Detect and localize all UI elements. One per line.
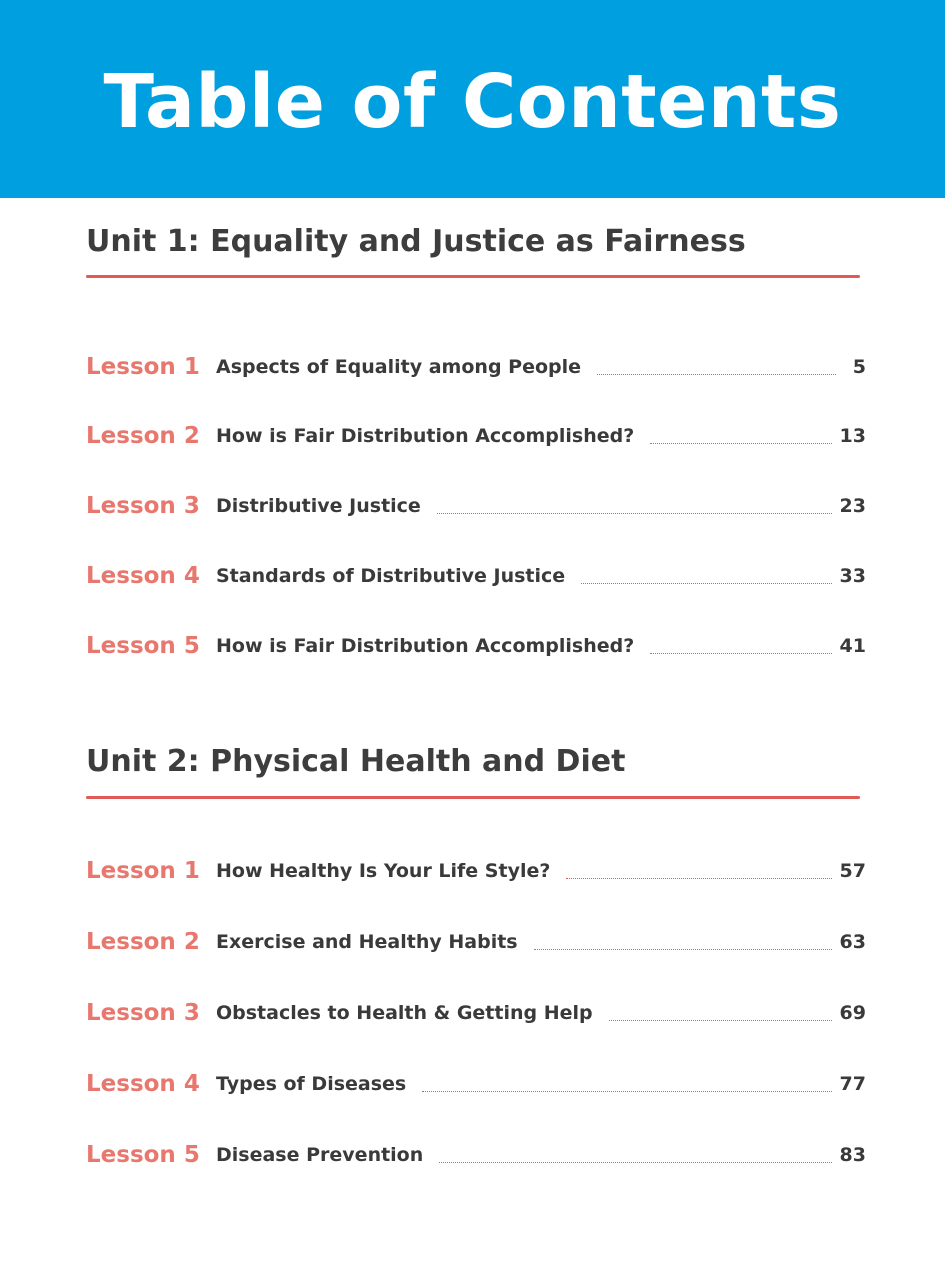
toc-entry[interactable] <box>86 629 866 663</box>
dot-leader <box>534 949 832 950</box>
page-number: 83 <box>839 1144 866 1166</box>
lesson-label: Lesson 5 <box>86 633 200 659</box>
lesson-title: Standards of Distributive Justice <box>216 565 566 587</box>
header-banner <box>0 0 945 198</box>
page-number: 57 <box>839 860 866 882</box>
toc-entry[interactable] <box>86 1138 866 1172</box>
toc-entry[interactable] <box>86 489 866 523</box>
lesson-title: Exercise and Healthy Habits <box>216 931 518 953</box>
lesson-title: Types of Diseases <box>216 1073 407 1095</box>
lesson-title: Aspects of Equality among People <box>216 356 582 378</box>
dot-leader <box>597 374 836 375</box>
page-number: 33 <box>839 565 866 587</box>
dot-leader <box>609 1020 832 1021</box>
dot-leader <box>581 583 831 584</box>
lesson-title: How is Fair Distribution Accomplished? <box>216 635 635 657</box>
dot-leader <box>650 653 831 654</box>
page-number: 69 <box>839 1002 866 1024</box>
unit-2-title: Unit 2: Physical Health and Diet <box>86 744 626 779</box>
dot-leader <box>437 513 832 514</box>
lesson-title: How Healthy Is Your Life Style? <box>216 860 551 882</box>
toc-entry[interactable] <box>86 419 866 453</box>
lesson-label: Lesson 1 <box>86 858 200 884</box>
toc-entry[interactable] <box>86 925 866 959</box>
unit-1-title: Unit 1: Equality and Justice as Fairness <box>86 224 746 259</box>
toc-entry[interactable] <box>86 854 866 888</box>
lesson-label: Lesson 3 <box>86 493 200 519</box>
page-number: 5 <box>852 356 866 378</box>
toc-entry[interactable] <box>86 1067 866 1101</box>
page-number: 13 <box>839 425 866 447</box>
lesson-title: Obstacles to Health & Getting Help <box>216 1002 593 1024</box>
lesson-label: Lesson 3 <box>86 1000 200 1026</box>
lesson-label: Lesson 2 <box>86 929 200 955</box>
unit-1-divider <box>86 275 860 278</box>
dot-leader <box>650 443 831 444</box>
toc-entry[interactable] <box>86 559 866 593</box>
lesson-title: Disease Prevention <box>216 1144 424 1166</box>
page-title: Table of Contents <box>103 59 842 145</box>
lesson-label: Lesson 5 <box>86 1142 200 1168</box>
dot-leader <box>566 878 831 879</box>
lesson-title: Distributive Justice <box>216 495 421 517</box>
lesson-label: Lesson 4 <box>86 1071 200 1097</box>
toc-entry[interactable] <box>86 996 866 1030</box>
page-number: 41 <box>839 635 866 657</box>
lesson-label: Lesson 2 <box>86 423 200 449</box>
lesson-label: Lesson 1 <box>86 354 200 380</box>
page-number: 77 <box>839 1073 866 1095</box>
page-number: 23 <box>839 495 866 517</box>
toc-entry[interactable] <box>86 350 866 384</box>
unit-2-divider <box>86 796 860 799</box>
lesson-title: How is Fair Distribution Accomplished? <box>216 425 635 447</box>
dot-leader <box>439 1162 831 1163</box>
page-number: 63 <box>839 931 866 953</box>
lesson-label: Lesson 4 <box>86 563 200 589</box>
dot-leader <box>422 1091 831 1092</box>
